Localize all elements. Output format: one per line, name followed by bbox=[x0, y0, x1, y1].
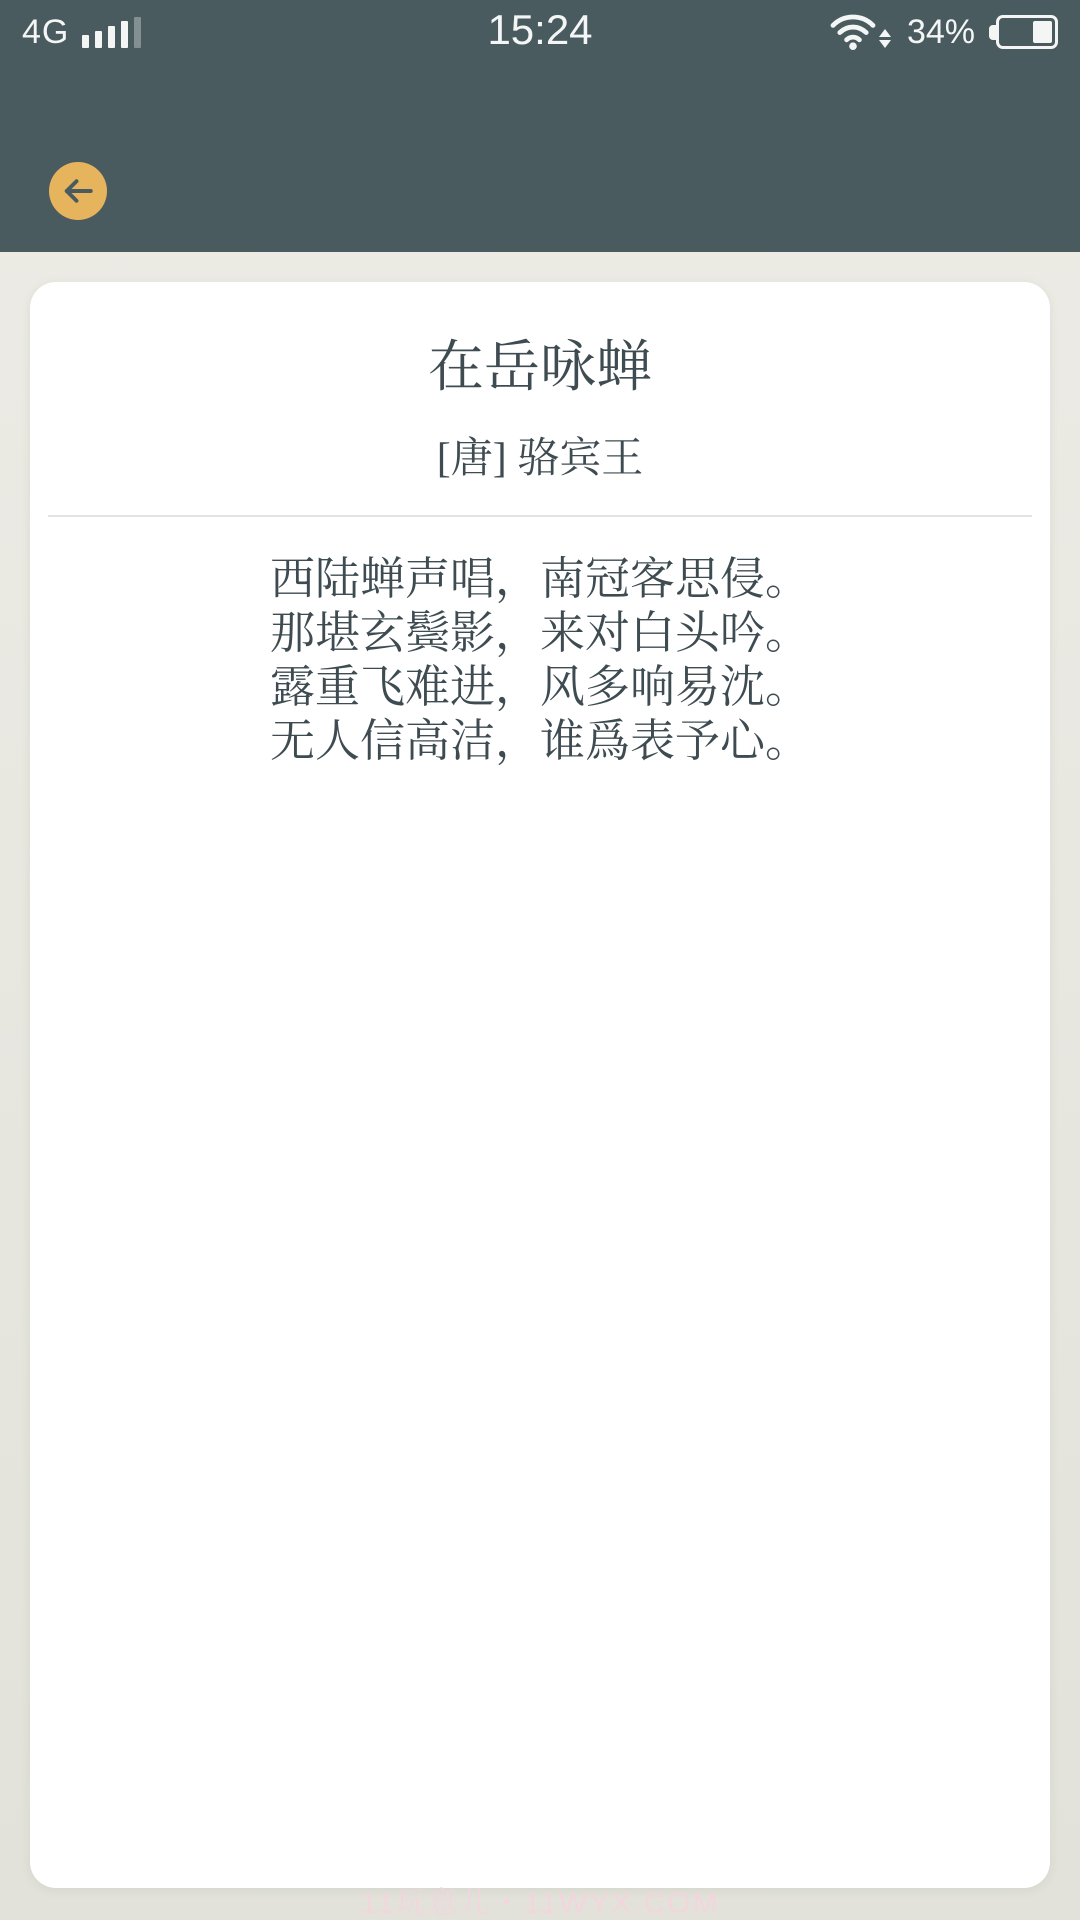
poem-author: [唐] 骆宾王 bbox=[436, 435, 644, 482]
wifi-icon bbox=[829, 13, 877, 51]
poem-line: 那堪玄鬓影，来对白头吟。 bbox=[269, 607, 810, 658]
battery-fill bbox=[1033, 21, 1052, 43]
poem-title: 在岳咏蝉 bbox=[428, 337, 652, 399]
divider bbox=[48, 515, 1032, 517]
clock-label: 15:24 bbox=[487, 6, 593, 53]
app-header bbox=[0, 0, 1080, 252]
wifi-indicator bbox=[829, 13, 891, 51]
network-type-label: 4G bbox=[22, 13, 70, 51]
network-activity-arrows-icon bbox=[879, 29, 891, 48]
battery-icon bbox=[989, 15, 1058, 49]
status-bar-left bbox=[22, 15, 141, 49]
signal-bar bbox=[95, 31, 102, 48]
signal-bar bbox=[121, 21, 128, 48]
status-bar bbox=[0, 0, 1080, 58]
upload-arrow-icon bbox=[879, 29, 891, 37]
poem-card bbox=[30, 282, 1050, 1888]
back-arrow-icon bbox=[60, 173, 96, 209]
back-button[interactable] bbox=[49, 162, 107, 220]
poem-line: 无人信高洁，谁爲表予心。 bbox=[269, 715, 810, 766]
battery-percent-label: 34% bbox=[906, 12, 975, 51]
poem-body bbox=[30, 552, 1050, 768]
signal-bar-empty bbox=[134, 17, 141, 48]
signal-bar bbox=[108, 26, 115, 48]
battery-body bbox=[996, 15, 1058, 49]
signal-strength-icon bbox=[82, 17, 141, 49]
signal-bar bbox=[82, 35, 89, 48]
poem-line: 西陆蝉声唱，南冠客思侵。 bbox=[269, 553, 810, 604]
status-bar-right bbox=[829, 13, 1058, 52]
battery-cap bbox=[989, 25, 996, 40]
download-arrow-icon bbox=[879, 40, 891, 48]
poem-line: 露重飞难进，风多响易沈。 bbox=[269, 661, 810, 712]
watermark: 11玩意儿・11WYX.COM bbox=[360, 1887, 720, 1920]
